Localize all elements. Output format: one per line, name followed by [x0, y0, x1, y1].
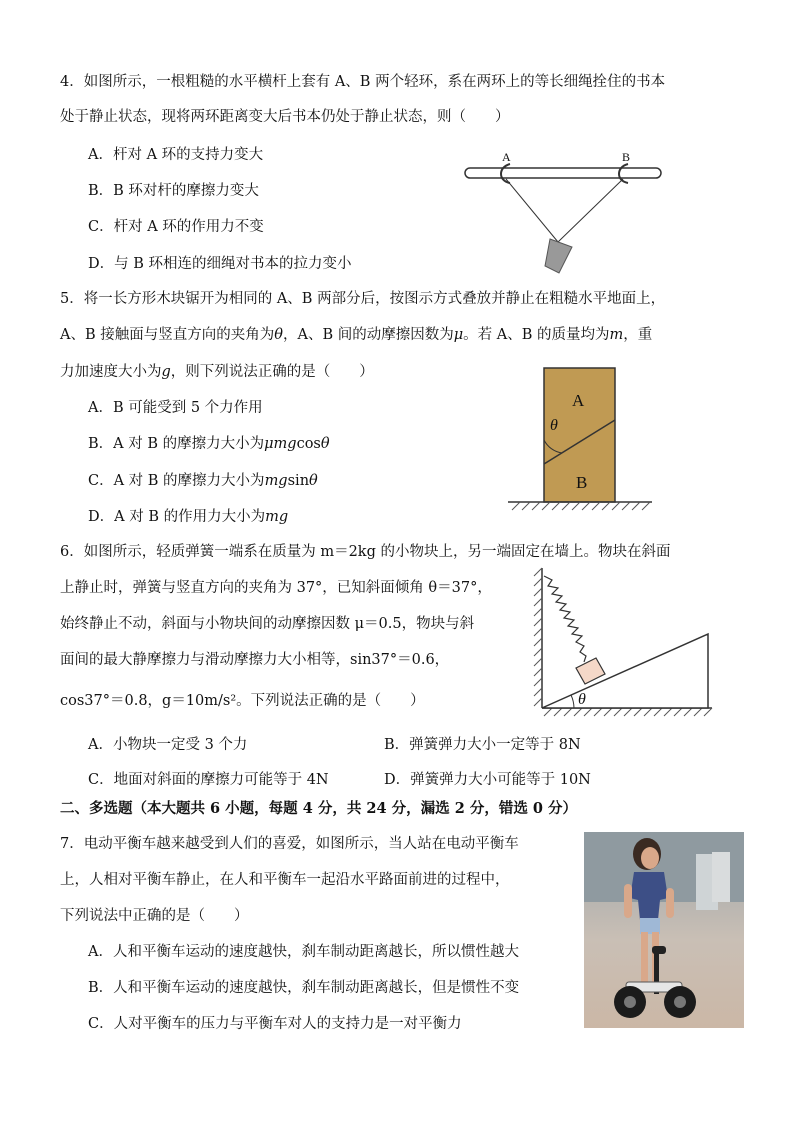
ground-hatch [512, 502, 650, 510]
ground-hatch [544, 708, 712, 716]
wall-hatch [534, 568, 542, 706]
q7-option-a: A．人和平衡车运动的速度越快，刹车制动距离越长，所以惯性越大 [88, 944, 519, 960]
label-theta: θ [578, 691, 586, 708]
book [545, 239, 572, 273]
q4-stem-line1: 4．如图所示，一根粗糙的水平横杆上套有 A、B 两个轻环，系在两环上的等长细绳拴住的书本 [60, 74, 666, 90]
q6-stem-line2: 上静止时，弹簧与竖直方向的夹角为 37°，已知斜面倾角 θ＝37°， [60, 580, 492, 596]
incline [542, 634, 708, 708]
arm-left [624, 884, 632, 918]
q6-option-c: C．地面对斜面的摩擦力可能等于 4N [88, 772, 329, 788]
q6-figure-spring-incline [528, 562, 718, 722]
string-a [506, 179, 558, 242]
q4-figure-rod-rings-book [460, 145, 670, 275]
q4-option-d: D．与 B 环相连的细绳对书本的拉力变小 [88, 256, 352, 272]
q4-option-b: B．B 环对杆的摩擦力变大 [88, 183, 259, 199]
label-block-b: B [576, 473, 588, 492]
q7-photo-balance-scooter [584, 832, 744, 1028]
leg-left [641, 932, 648, 982]
q6-stem-line1: 6．如图所示，轻质弹簧一端系在质量为 m＝2kg 的小物块上，另一端固定在墙上。物块在斜面 [60, 544, 671, 560]
q4-option-a: A．杆对 A 环的支持力变大 [88, 147, 264, 163]
label-ring-b: B [622, 150, 631, 164]
wheel-right-hub [674, 996, 686, 1008]
q6-stem-line5: cos37°＝0.8，g＝10m/s²。下列说法正确的是（ ） [60, 693, 425, 709]
arm-right [666, 888, 674, 918]
q5-stem-line3: 力加速度大小为g，则下列说法正确的是（ ） [60, 364, 374, 380]
horizontal-rod [465, 168, 661, 178]
shorts [640, 918, 660, 934]
q5-option-d: D．A 对 B 的作用力大小为mg [88, 509, 289, 525]
background-post-base [712, 852, 730, 902]
q7-stem-line3: 下列说法中正确的是（ ） [60, 908, 249, 924]
q7-option-c: C．人对平衡车的压力与平衡车对人的支持力是一对平衡力 [88, 1016, 462, 1032]
q5-option-a: A．B 可能受到 5 个力作用 [88, 400, 263, 416]
section-multiple-choice-header: 二、多选题（本大题共 6 小题，每题 4 分，共 24 分，漏选 2 分，错选 0 分） [60, 800, 578, 817]
balance-scooter-illustration [584, 832, 744, 1028]
wheel-left-hub [624, 996, 636, 1008]
q6-stem-line4: 面间的最大静摩擦力与滑动摩擦力大小相等，sin37°＝0.6， [60, 652, 450, 668]
q6-stem-line3: 始终静止不动，斜面与小物块间的动摩擦因数 μ＝0.5，物块与斜 [60, 616, 475, 632]
q5-option-c: C．A 对 B 的摩擦力大小为mgsinθ [88, 473, 318, 489]
spring-coil [544, 576, 586, 662]
q4-option-c: C．杆对 A 环的作用力不变 [88, 219, 264, 235]
label-theta: θ [550, 417, 558, 434]
q7-option-b: B．人和平衡车运动的速度越快，刹车制动距离越长，但是惯性不变 [88, 980, 520, 996]
face [641, 847, 659, 869]
q6-option-d: D．弹簧弹力大小可能等于 10N [384, 772, 591, 788]
q4-stem-line2: 处于静止状态，现将两环距离变大后书本仍处于静止状态，则（ ） [60, 109, 510, 125]
small-block [576, 658, 605, 684]
string-b [558, 179, 623, 242]
q5-stem-line1: 5．将一长方形木块锯开为相同的 A、B 两部分后，按图示方式叠放并静止在粗糙水平地面上， [60, 291, 666, 307]
q5-figure-stacked-blocks [500, 362, 660, 522]
q7-stem-line2: 上，人相对平衡车静止，在人和平衡车一起沿水平路面前进的过程中， [60, 872, 510, 888]
q5-stem-line2: A、B 接触面与竖直方向的夹角为θ，A、B 间的动摩擦因数为μ。若 A、B 的质量均为m，重 [60, 327, 653, 343]
label-block-a: A [572, 391, 585, 410]
q6-option-b: B．弹簧弹力大小一定等于 8N [384, 737, 581, 753]
label-ring-a: A [502, 150, 511, 164]
q7-stem-line1: 7．电动平衡车越来越受到人们的喜爱，如图所示，当人站在电动平衡车 [60, 836, 519, 852]
q5-option-b: B．A 对 B 的摩擦力大小为μmgcosθ [88, 436, 330, 452]
q6-option-a: A．小物块一定受 3 个力 [88, 737, 248, 753]
